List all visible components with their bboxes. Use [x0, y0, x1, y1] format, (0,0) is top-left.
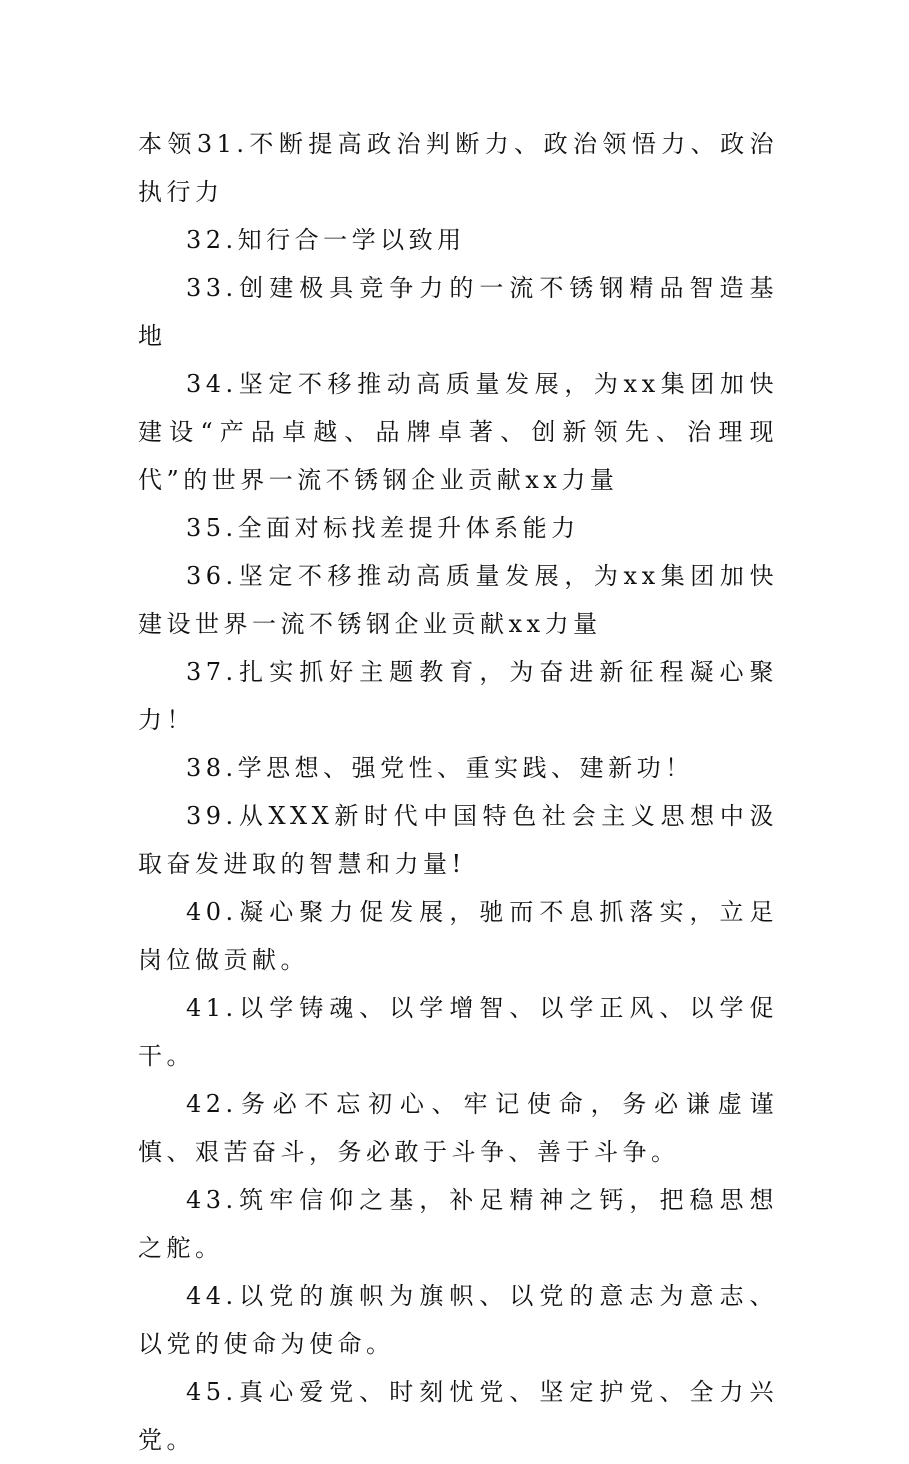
paragraph-45: 45.真心爱党、时刻忧党、坚定护党、全力兴党。 — [138, 1378, 778, 1454]
paragraph-33: 33.创建极具竞争力的一流不锈钢精品智造基地 — [138, 274, 778, 350]
paragraph-32: 32.知行合一学以致用 — [186, 226, 466, 254]
paragraph-44: 44.以党的旗帜为旗帜、以党的意志为意志、以党的使命为使命。 — [138, 1282, 778, 1358]
paragraph-42: 42.务必不忘初心、牢记使命，务必谦虚谨慎、艰苦奋斗，务必敢于斗争、善于斗争。 — [138, 1090, 778, 1166]
paragraph-36: 36.坚定不移推动高质量发展，为xx集团加快建设世界一流不锈钢企业贡献xx力量 — [138, 562, 778, 638]
paragraph-35: 35.全面对标找差提升体系能力 — [186, 514, 580, 542]
paragraph-34: 34.坚定不移推动高质量发展，为xx集团加快建设“产品卓越、品牌卓著、创新领先、治理现代”的世界一流不锈钢企业贡献xx力量 — [138, 370, 778, 494]
document-body — [138, 120, 778, 1464]
paragraph-31: 本领31.不断提高政治判断力、政治领悟力、政治执行力 — [138, 130, 778, 206]
paragraph-39: 39.从XXX新时代中国特色社会主义思想中汲取奋发进取的智慧和力量! — [138, 802, 778, 878]
paragraph-43: 43.筑牢信仰之基，补足精神之钙，把稳思想之舵。 — [138, 1186, 778, 1262]
paragraph-41: 41.以学铸魂、以学增智、以学正风、以学促干。 — [138, 994, 778, 1070]
paragraph-37: 37.扎实抓好主题教育，为奋进新征程凝心聚力！ — [138, 658, 778, 734]
paragraph-40: 40.凝心聚力促发展，驰而不息抓落实，立足岗位做贡献。 — [138, 898, 778, 974]
paragraph-38: 38.学思想、强党性、重实践、建新功！ — [186, 754, 694, 782]
